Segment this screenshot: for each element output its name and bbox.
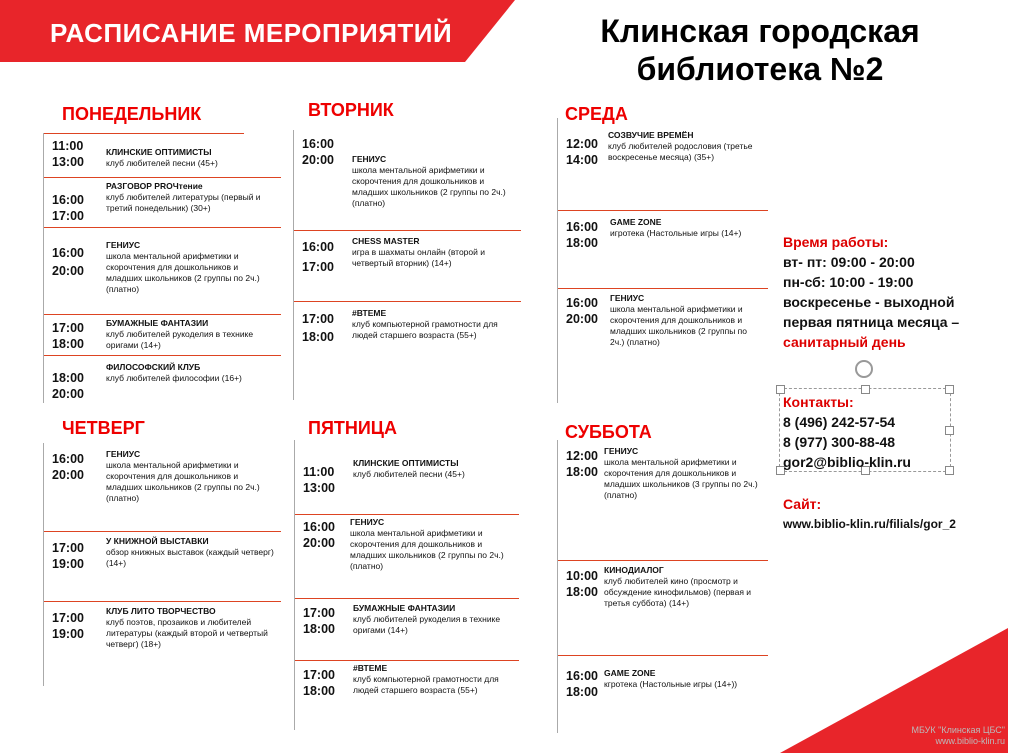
schedule-column-monday [43, 133, 281, 403]
sanitary-day: санитарный день [783, 334, 906, 350]
event-description: клуб компьютерной грамотности для людей старшего возраста (55+) [352, 319, 498, 340]
event-title: ГЕНИУС [352, 154, 387, 164]
event-item [44, 227, 281, 304]
footer-line-2: www.biblio-klin.ru [935, 736, 1005, 746]
footer-line-1: МБУК "Клинская ЦБС" [911, 725, 1005, 735]
event-item [295, 660, 519, 731]
email: gor2@biblio-klin.ru [783, 454, 911, 470]
event-start-time: 17:00 [52, 541, 84, 555]
event-start-time: 16:00 [52, 452, 84, 466]
day-heading-monday: ПОНЕДЕЛЬНИК [62, 104, 202, 124]
event-title: КЛУБ ЛИТО ТВОРЧЕСТВО [106, 606, 216, 616]
library-title [560, 12, 960, 88]
event-start-time: 16:00 [303, 520, 335, 534]
rotate-handle-icon[interactable] [855, 360, 873, 378]
event-item [294, 130, 521, 228]
event-description: клуб любителей рукоделия в технике оригами (14+) [106, 329, 254, 350]
event-description: клуб любителей кино (просмотр и обсуждение кинофильмов) (первая и третья суббота) (14+) [604, 576, 752, 608]
event-end-time: 18:00 [566, 685, 598, 699]
event-end-time: 17:00 [302, 260, 334, 274]
event-description: клуб любителей философии (16+) [106, 373, 242, 383]
event-title: ГЕНИУС [604, 446, 639, 456]
event-description: школа ментальной арифметики и скорочтения для дошкольников и младших школьников (2 группы по 2ч.) (платно) [350, 528, 504, 571]
day-heading-wednesday: СРЕДА [565, 104, 628, 124]
event-title: ГЕНИУС [610, 293, 645, 303]
event-item [44, 177, 281, 228]
event-end-time: 18:00 [52, 337, 84, 351]
event-description: клуб любителей рукоделия в технике оригами (14+) [353, 614, 501, 635]
event-start-time: 16:00 [52, 193, 84, 207]
event-description: игротека (Настольные игры (14+) [610, 228, 742, 238]
event-title: БУМАЖНЫЕ ФАНТАЗИИ [353, 603, 456, 613]
event-item [295, 598, 519, 661]
event-title: СОЗВУЧИЕ ВРЕМЁН [608, 130, 694, 140]
footer-watermark [911, 725, 1005, 747]
event-title: КЛИНСКИЕ ОПТИМИСТЫ [106, 147, 212, 157]
event-end-time: 20:00 [303, 536, 335, 550]
event-end-time: 18:00 [566, 585, 598, 599]
event-description: клуб любителей родословия (третье воскресенье месяца) (35+) [608, 141, 753, 162]
event-end-time: 17:00 [52, 209, 84, 223]
schedule-column-tuesday [293, 130, 524, 400]
event-start-time: 17:00 [303, 606, 335, 620]
event-item [558, 210, 768, 289]
event-title: GAME ZONE [610, 217, 662, 227]
event-end-time: 18:00 [566, 465, 598, 479]
event-title: ГЕНИУС [106, 449, 141, 459]
website [783, 494, 956, 534]
opening-hours-line: вт- пт: 09:00 - 20:00 [783, 254, 915, 270]
event-title: РАЗГОВОР PROЧтение [106, 181, 203, 191]
banner-title: РАСПИСАНИЕ МЕРОПРИЯТИЙ [50, 18, 453, 48]
event-item [294, 230, 521, 301]
resize-handle[interactable] [945, 426, 954, 435]
schedule-column-wednesday [557, 118, 770, 403]
event-start-time: 17:00 [52, 321, 84, 335]
event-item [295, 440, 519, 514]
opening-hours-heading: Время работы: [783, 234, 889, 250]
event-item [558, 440, 768, 560]
event-end-time: 20:00 [52, 264, 84, 278]
event-end-time: 14:00 [566, 153, 598, 167]
event-description: клуб любителей песни (45+) [353, 469, 465, 479]
event-item [558, 288, 768, 399]
opening-hours [783, 232, 959, 352]
event-start-time: 17:00 [303, 668, 335, 682]
event-end-time: 20:00 [302, 153, 334, 167]
event-item [558, 655, 768, 726]
day-heading-thursday: ЧЕТВЕРГ [62, 418, 145, 438]
event-description: школа ментальной арифметики и скорочтения для дошкольников и младших школьников (2 группы по 2ч.) (платно) [106, 251, 260, 294]
contacts-heading: Контакты: [783, 394, 854, 410]
event-end-time: 20:00 [52, 468, 84, 482]
schedule-column-saturday [557, 440, 770, 733]
event-title: КЛИНСКИЕ ОПТИМИСТЫ [353, 458, 459, 468]
event-end-time: 20:00 [52, 387, 84, 401]
event-item [44, 531, 281, 602]
event-start-time: 10:00 [566, 569, 598, 583]
event-item [44, 355, 281, 404]
event-description: школа ментальной арифметики и скорочтения для дошкольников и младших школьников (2 группы по 2ч.) (платно) [352, 165, 506, 208]
event-description: школа ментальной арифметики и скорочтения для дошкольников и младших школьников (2 группы по 2ч.) (платно) [610, 304, 748, 347]
event-end-time: 13:00 [52, 155, 84, 169]
event-start-time: 16:00 [566, 220, 598, 234]
schedule-column-thursday [43, 443, 281, 686]
event-start-time: 16:00 [302, 240, 334, 254]
event-start-time: 18:00 [52, 371, 84, 385]
event-title: GAME ZONE [604, 668, 656, 678]
event-start-time: 11:00 [52, 139, 84, 153]
event-end-time: 18:00 [303, 622, 335, 636]
resize-handle[interactable] [945, 466, 954, 475]
event-end-time: 20:00 [566, 312, 598, 326]
phone-1: 8 (496) 242-57-54 [783, 414, 896, 430]
event-end-time: 18:00 [566, 236, 598, 250]
event-title: ФИЛОСОФСКИЙ КЛУБ [106, 362, 201, 372]
event-item [44, 314, 281, 359]
event-title: CHESS MASTER [352, 236, 420, 246]
event-item [558, 118, 768, 210]
event-description: клуб любителей песни (45+) [106, 158, 218, 168]
event-end-time: 19:00 [52, 557, 84, 571]
event-description: клуб любителей литературы (первый и третий понедельник) (30+) [106, 192, 261, 213]
event-description: клуб компьютерной грамотности для людей старшего возраста (55+) [353, 674, 499, 695]
event-description: игра в шахматы онлайн (второй и четвертый вторник) (14+) [352, 247, 485, 268]
event-start-time: 11:00 [303, 465, 335, 479]
event-end-time: 13:00 [303, 481, 335, 495]
opening-hours-line: пн-сб: 10:00 - 19:00 [783, 274, 914, 290]
event-item [294, 301, 521, 392]
event-title: #ВТЕМЕ [352, 308, 387, 318]
event-title: ГЕНИУС [106, 240, 141, 250]
event-start-time: 16:00 [52, 246, 84, 260]
event-description: школа ментальной арифметики и скорочтения для дошкольников и младших школьников (2 группы по 2ч.) (платно) [106, 460, 260, 503]
phone-2: 8 (977) 300-88-48 [783, 434, 896, 450]
event-item [295, 514, 519, 599]
event-item [558, 560, 768, 655]
event-start-time: 17:00 [52, 611, 84, 625]
event-start-time: 16:00 [302, 137, 334, 151]
day-heading-friday: ПЯТНИЦА [308, 418, 397, 438]
event-item [44, 133, 244, 178]
event-end-time: 18:00 [302, 330, 334, 344]
event-description: кгротека (Настольные игры (14+)) [604, 679, 738, 689]
event-description: обзор книжных выставок (каждый четверг) (14+) [106, 547, 274, 568]
event-title: ГЕНИУС [350, 517, 385, 527]
opening-hours-line: первая пятница месяца – [783, 314, 960, 330]
website-url: www.biblio-klin.ru/filials/gor_2 [783, 517, 956, 531]
event-description: школа ментальной арифметики и скорочтения для дошкольников и младших школьников (3 группы по 2ч.) (платно) [604, 457, 758, 500]
event-start-time: 17:00 [302, 312, 334, 326]
event-start-time: 16:00 [566, 296, 598, 310]
event-end-time: 18:00 [303, 684, 335, 698]
library-title-line1: Клинская городская [600, 13, 920, 49]
event-description: клуб поэтов, прозаиков и любителей литературы (каждый второй и четвертый четверг) (18+) [106, 617, 268, 649]
event-end-time: 19:00 [52, 627, 84, 641]
contacts [783, 392, 911, 472]
event-start-time: 16:00 [566, 669, 598, 683]
event-title: БУМАЖНЫЕ ФАНТАЗИИ [106, 318, 209, 328]
event-title: У КНИЖНОЙ ВЫСТАВКИ [106, 536, 209, 546]
event-item [44, 443, 281, 533]
opening-hours-line: воскресенье - выходной [783, 294, 955, 310]
library-title-line2: библиотека №2 [636, 51, 884, 87]
event-start-time: 12:00 [566, 137, 598, 151]
website-heading: Сайт: [783, 496, 822, 512]
event-item [44, 601, 281, 687]
event-title: КИНОДИАЛОГ [604, 565, 664, 575]
event-start-time: 12:00 [566, 449, 598, 463]
resize-handle[interactable] [945, 385, 954, 394]
event-title: #ВТЕМЕ [353, 663, 388, 673]
schedule-column-friday [294, 440, 521, 730]
day-heading-tuesday: ВТОРНИК [308, 100, 394, 120]
day-heading-saturday: СУББОТА [565, 422, 652, 442]
